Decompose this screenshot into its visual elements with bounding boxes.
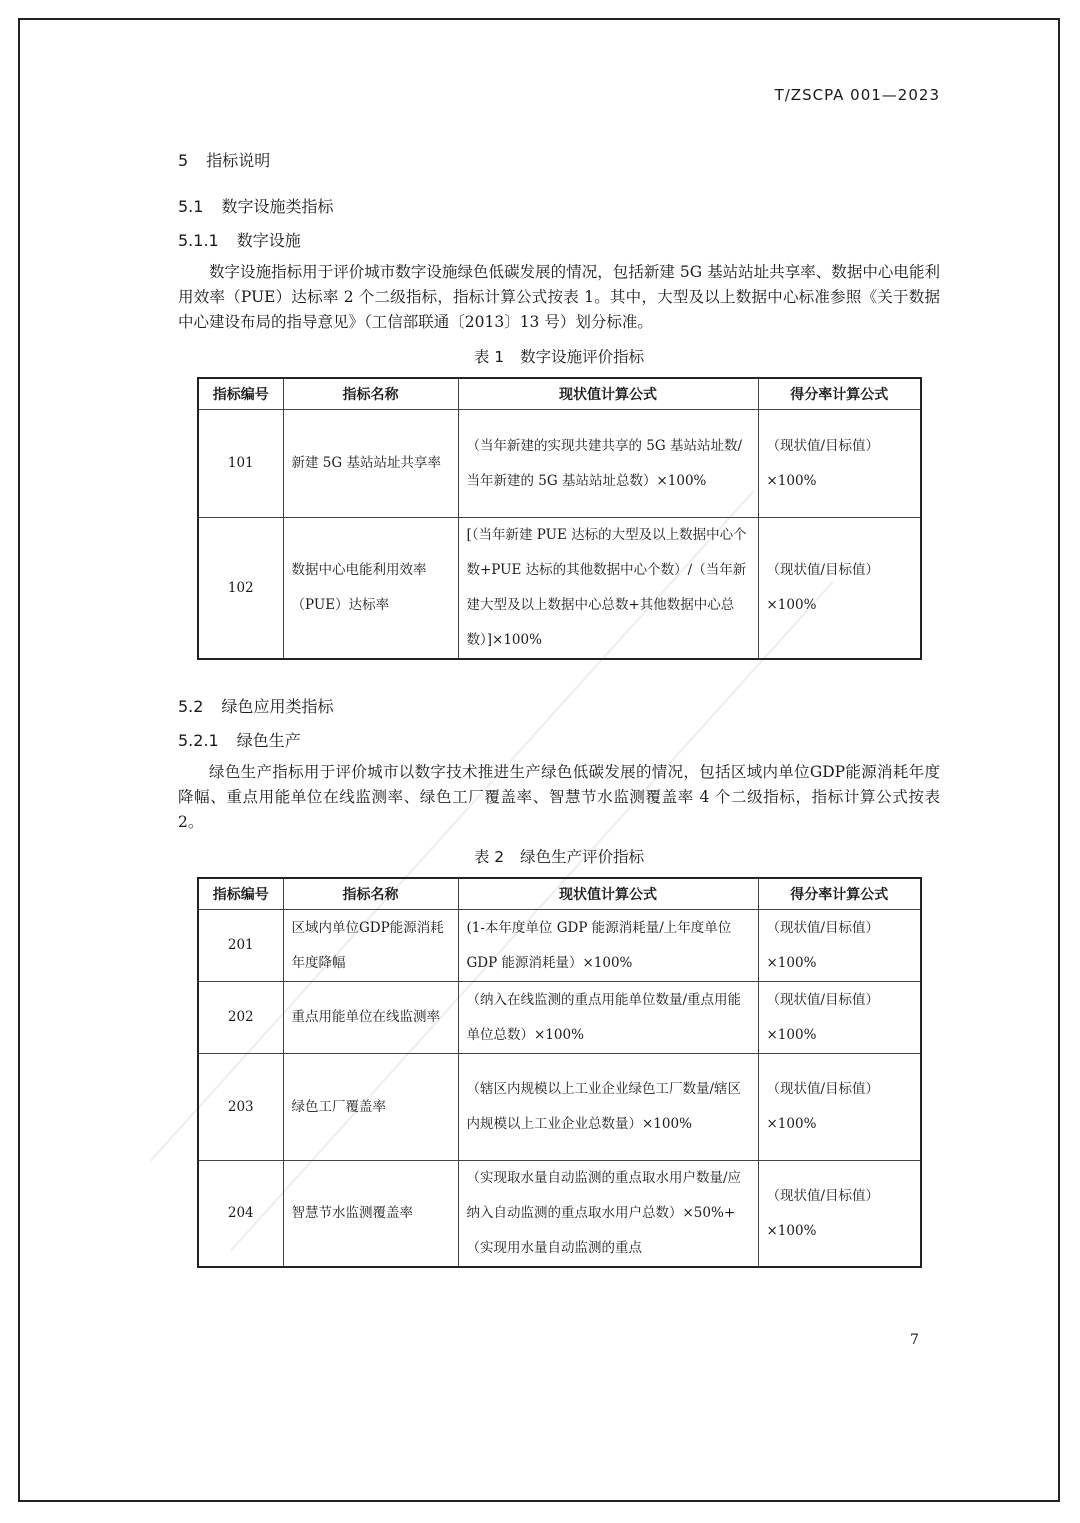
score-formula: （现状值/目标值）×100% (758, 910, 921, 982)
score-formula: （现状值/目标值）×100% (758, 518, 921, 660)
indicator-name: 智慧节水监测覆盖率 (283, 1161, 458, 1268)
section-title: 数字设施类指标 (221, 197, 334, 216)
indicator-name: 数据中心电能利用效率（PUE）达标率 (283, 518, 458, 660)
section-5-2-heading (178, 694, 333, 717)
column-header: 指标名称 (283, 878, 458, 910)
page-number: 7 (910, 1332, 919, 1348)
table-row (198, 1054, 921, 1161)
indicator-code: 202 (198, 982, 283, 1054)
section-5-2-1-paragraph: 绿色生产指标用于评价城市以数字技术推进生产绿色低碳发展的情况，包括区域内单位GDP能源消耗年度降幅、重点用能单位在线监测率、绿色工厂覆盖率、智慧节水监测覆盖率 4 个二级指标，指标计算公式按表 2。 (178, 763, 940, 831)
indicator-name: 重点用能单位在线监测率 (283, 982, 458, 1054)
score-formula: （现状值/目标值）×100% (758, 1161, 921, 1268)
section-title: 指标说明 (206, 151, 271, 170)
indicator-name: 区域内单位GDP能源消耗年度降幅 (283, 910, 458, 982)
section-number: 5 (178, 151, 189, 170)
table-row (198, 1161, 921, 1268)
section-5-2-1-heading (178, 728, 301, 751)
table-1 (197, 377, 922, 660)
indicator-code: 102 (198, 518, 283, 660)
table-header-row (198, 378, 921, 410)
table-row (198, 910, 921, 982)
caption-number: 表 1 (473, 348, 505, 366)
current-value-formula: [（当年新建 PUE 达标的大型及以上数据中心个数+PUE 达标的其他数据中心个数）/（当年新建大型及以上数据中心总数+其他数据中心总数）]×100% (458, 518, 758, 660)
table-row (198, 982, 921, 1054)
current-value-formula: （实现取水量自动监测的重点取水用户数量/应纳入自动监测的重点取水用户总数）×50%+（实现用水量自动监测的重点 (458, 1161, 758, 1268)
column-header: 得分率计算公式 (758, 378, 921, 410)
column-header: 得分率计算公式 (758, 878, 921, 910)
caption-title: 绿色生产评价指标 (520, 848, 645, 866)
section-title: 数字设施 (236, 231, 301, 250)
column-header: 指标编号 (198, 378, 283, 410)
indicator-code: 203 (198, 1054, 283, 1161)
section-number: 5.1 (178, 197, 204, 216)
column-header: 现状值计算公式 (458, 878, 758, 910)
current-value-formula: （纳入在线监测的重点用能单位数量/重点用能单位总数）×100% (458, 982, 758, 1054)
current-value-formula: （辖区内规模以上工业企业绿色工厂数量/辖区内规模以上工业企业总数量）×100% (458, 1054, 758, 1161)
indicator-code: 201 (198, 910, 283, 982)
column-header: 指标编号 (198, 878, 283, 910)
score-formula: （现状值/目标值）×100% (758, 982, 921, 1054)
caption-title: 数字设施评价指标 (520, 348, 645, 366)
table-header-row (198, 878, 921, 910)
standard-code: T/ZSCPA 001—2023 (774, 86, 940, 104)
indicator-code: 204 (198, 1161, 283, 1268)
column-header: 现状值计算公式 (458, 378, 758, 410)
section-number: 5.1.1 (178, 231, 219, 250)
table-2-caption (178, 845, 940, 867)
table-1-caption (178, 345, 940, 367)
section-5-1-heading (178, 194, 333, 217)
section-5-heading (178, 148, 270, 171)
table-row (198, 518, 921, 660)
indicator-name: 绿色工厂覆盖率 (283, 1054, 458, 1161)
section-number: 5.2 (178, 697, 204, 716)
indicator-name: 新建 5G 基站站址共享率 (283, 410, 458, 518)
score-formula: （现状值/目标值）×100% (758, 410, 921, 518)
section-number: 5.2.1 (178, 731, 219, 750)
column-header: 指标名称 (283, 378, 458, 410)
current-value-formula: (1-本年度单位 GDP 能源消耗量/上年度单位 GDP 能源消耗量）×100% (458, 910, 758, 982)
section-5-1-1-paragraph: 数字设施指标用于评价城市数字设施绿色低碳发展的情况，包括新建 5G 基站站址共享率、数据中心电能利用效率（PUE）达标率 2 个二级指标，指标计算公式按表 1。其中，大型及以上数据中心标准参照《关于数据中心建设布局的指导意见》（工信部联通〔2013〕13 号）划分标准。 (178, 263, 940, 331)
table-2 (197, 877, 922, 1268)
caption-number: 表 2 (473, 848, 505, 866)
score-formula: （现状值/目标值）×100% (758, 1054, 921, 1161)
indicator-code: 101 (198, 410, 283, 518)
section-title: 绿色应用类指标 (221, 697, 334, 716)
table-row (198, 410, 921, 518)
section-title: 绿色生产 (236, 731, 301, 750)
section-5-1-1-heading (178, 228, 301, 251)
current-value-formula: （当年新建的实现共建共享的 5G 基站站址数/当年新建的 5G 基站站址总数）×100% (458, 410, 758, 518)
